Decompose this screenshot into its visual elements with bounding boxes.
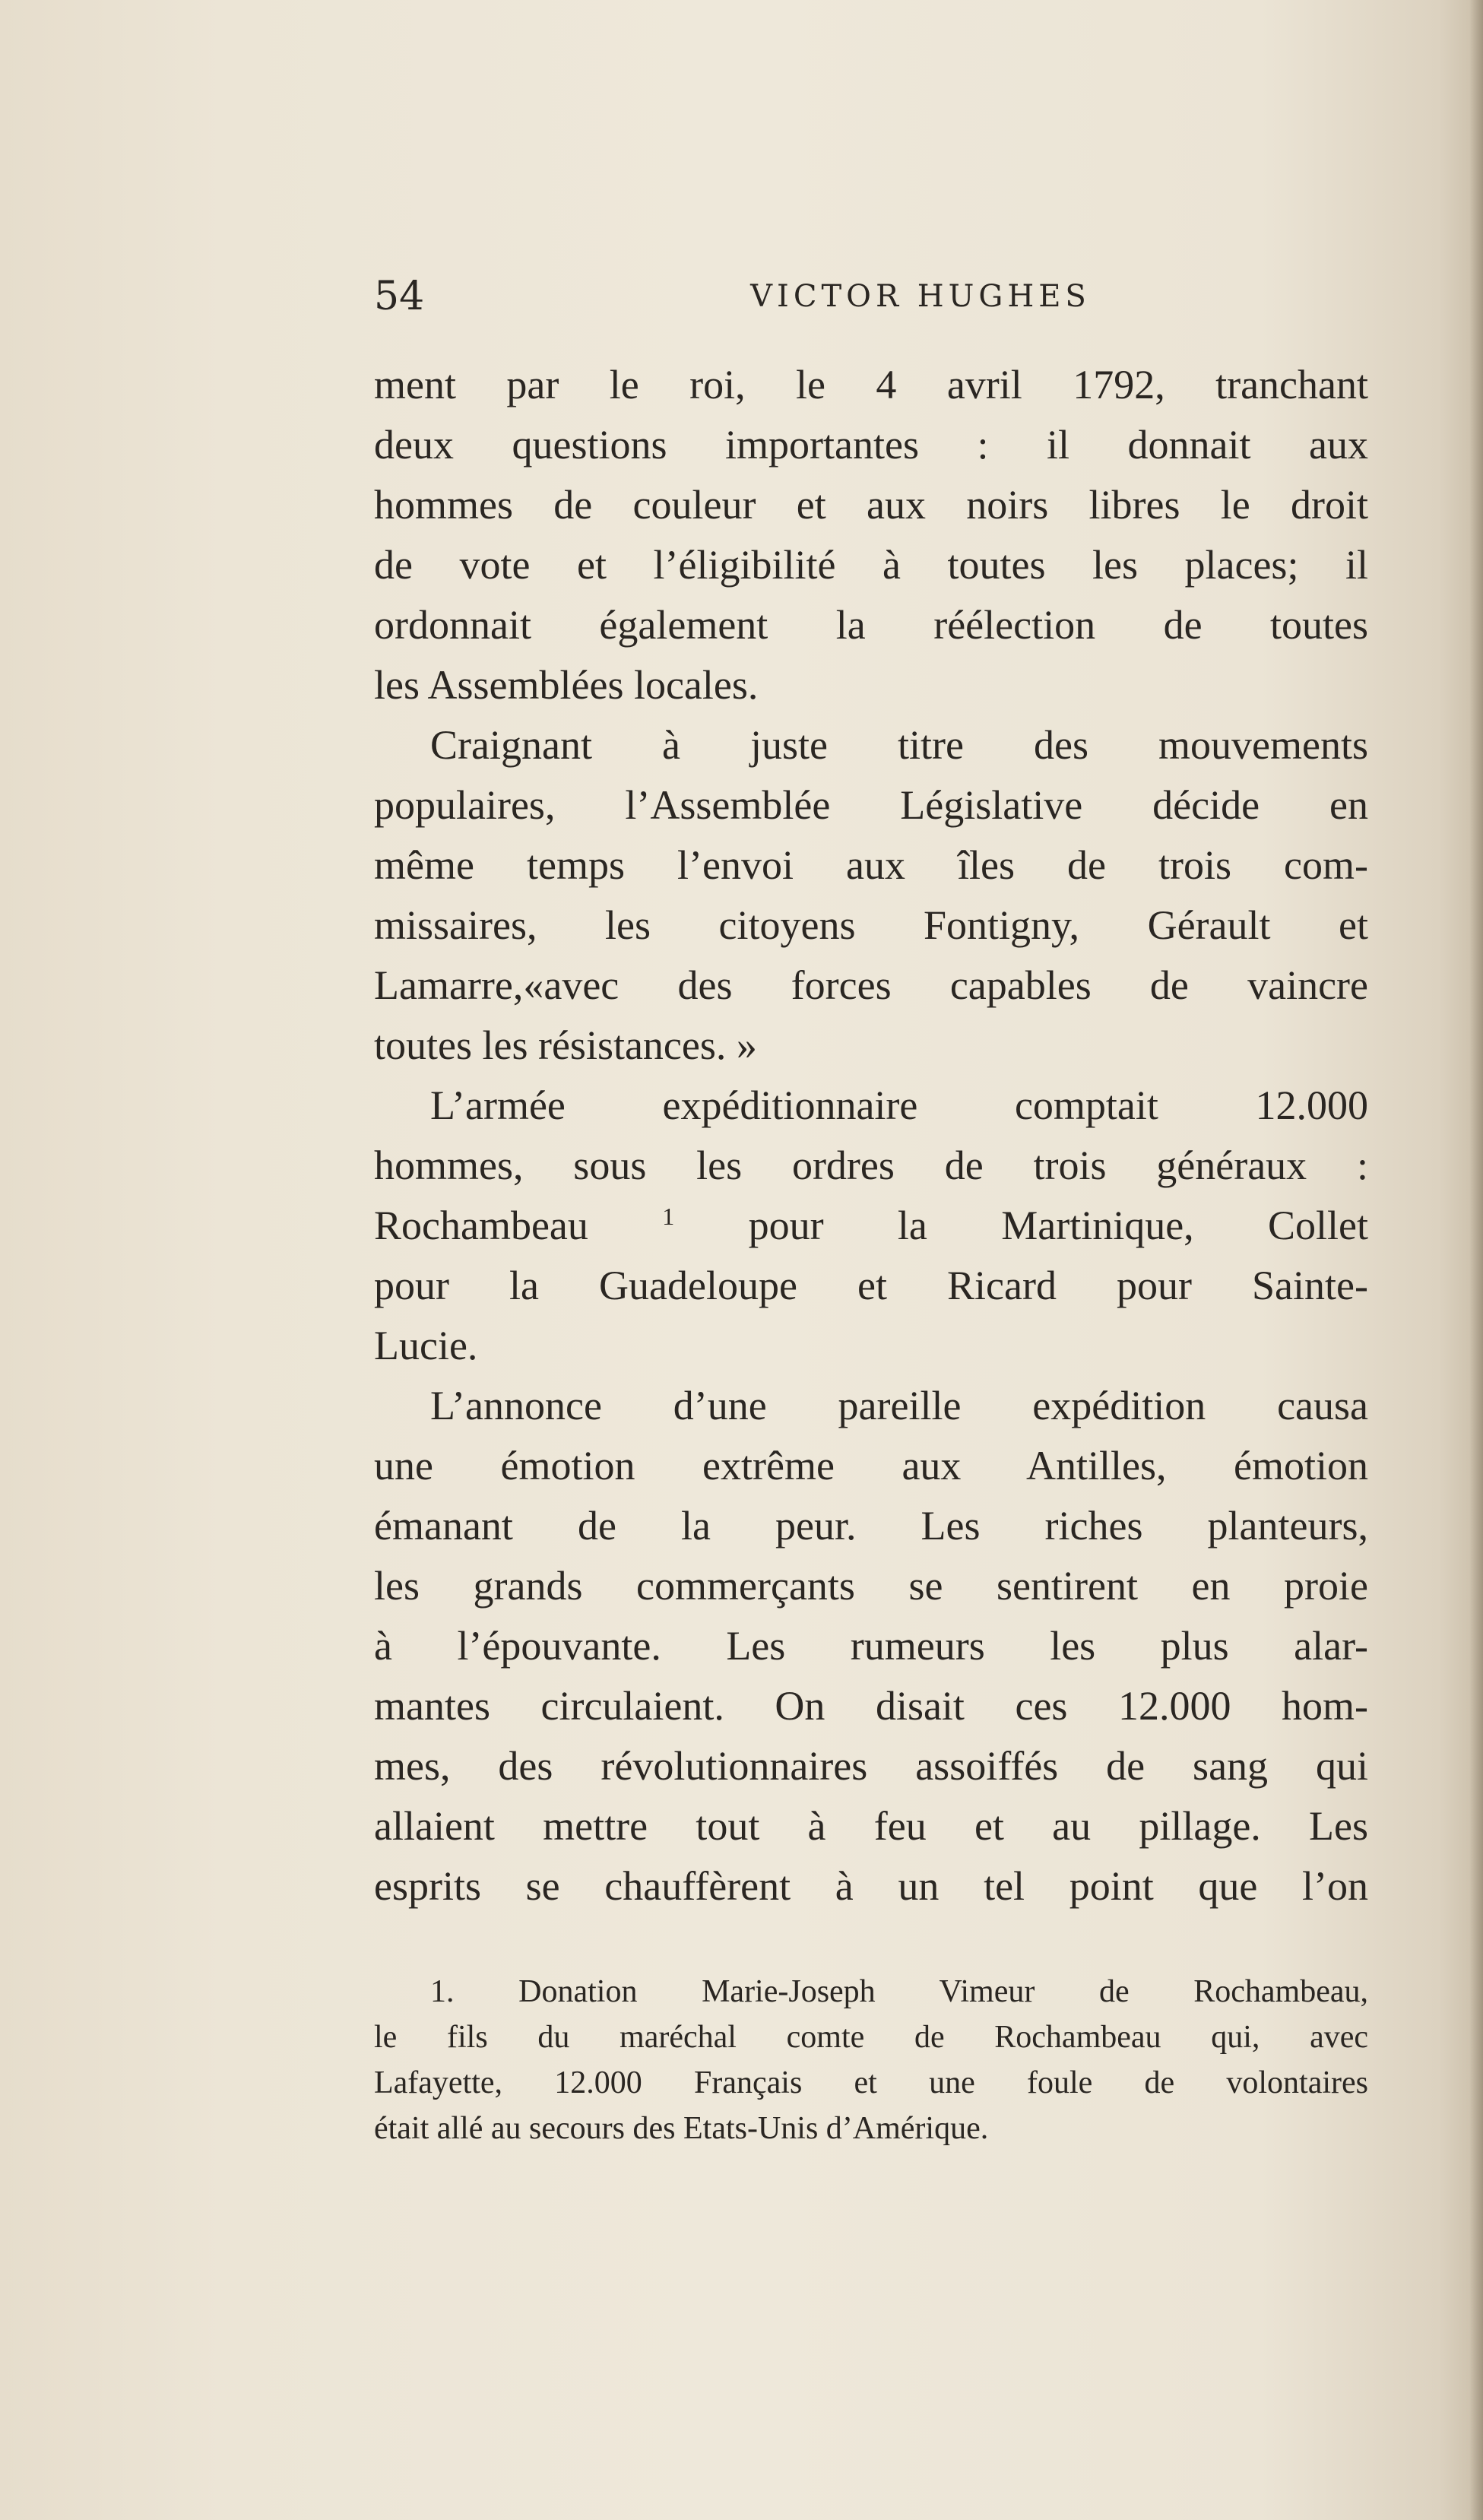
- text-line: missaires, les citoyens Fontigny, Gérault et: [374, 902, 1368, 948]
- text-line: les Assemblées locales.: [374, 662, 759, 708]
- footnote-reference: 1: [662, 1203, 675, 1230]
- text-line: ordonnait également la réélection de toutes: [374, 602, 1368, 648]
- text-line: populaires, l’Assemblée Législative décide en: [374, 782, 1368, 828]
- text-line: une émotion extrême aux Antilles, émotion: [374, 1443, 1368, 1488]
- text-line: Lucie.: [374, 1323, 478, 1368]
- text-line: mes, des révolutionnaires assoiffés de sang qui: [374, 1743, 1368, 1789]
- footnote: [374, 1969, 1368, 2151]
- text-line: les grands commerçants se sentirent en proie: [374, 1563, 1368, 1609]
- text-line: mantes circulaient. On disait ces 12.000 hom-: [374, 1683, 1368, 1729]
- footnote-line: 1. Donation Marie-Joseph Vimeur de Rochambeau,: [430, 1974, 1368, 2009]
- footnote-line: était allé au secours des Etats-Unis d’Amérique.: [374, 2111, 989, 2146]
- text-line: hommes, sous les ordres de trois généraux :: [374, 1143, 1368, 1188]
- text-line: pour la Guadeloupe et Ricard pour Sainte-: [374, 1263, 1368, 1308]
- text-line: esprits se chauffèrent à un tel point que l’on: [374, 1863, 1368, 1909]
- footnote-line: Lafayette, 12.000 Français et une foule de volontaires: [374, 2065, 1368, 2100]
- footnote-line: le fils du maréchal comte de Rochambeau qui, avec: [374, 2020, 1368, 2055]
- text-line: à l’épouvante. Les rumeurs les plus alar-: [374, 1623, 1368, 1669]
- text-line: de vote et l’éligibilité à toutes les places; il: [374, 542, 1368, 588]
- text-line: deux questions importantes : il donnait aux: [374, 422, 1368, 468]
- page-edge-shadow: [1469, 0, 1483, 2520]
- page-number: 54: [374, 274, 425, 319]
- text-line: Craignant à juste titre des mouvements: [430, 722, 1368, 768]
- running-head: VICTOR HUGHES: [750, 279, 1091, 314]
- text-line: allaient mettre tout à feu et au pillage. Les: [374, 1803, 1368, 1849]
- paragraph-3: [374, 1076, 1368, 1376]
- text-line: hommes de couleur et aux noirs libres le droit: [374, 482, 1368, 528]
- text-line: L’armée expéditionnaire comptait 12.000: [430, 1082, 1368, 1128]
- paragraph-2: [374, 715, 1368, 1076]
- text-line: Lamarre,«avec des forces capables de vaincre: [374, 962, 1368, 1008]
- text-line: ment par le roi, le 4 avril 1792, tranchant: [374, 362, 1368, 407]
- text-fragment: pour la Martinique, Collet: [748, 1203, 1369, 1248]
- text-line: toutes les résistances. »: [374, 1022, 757, 1068]
- paragraph-4: [374, 1376, 1368, 1916]
- body-text: [374, 355, 1368, 1916]
- text-line: L’annonce d’une pareille expédition causa: [430, 1383, 1368, 1428]
- text-line: même temps l’envoi aux îles de trois com-: [374, 842, 1368, 888]
- text-line: [374, 1196, 1368, 1256]
- text-line: émanant de la peur. Les riches planteurs,: [374, 1503, 1368, 1548]
- page-header: [374, 270, 1368, 323]
- paragraph-1: [374, 355, 1368, 715]
- text-fragment: Rochambeau: [374, 1203, 588, 1248]
